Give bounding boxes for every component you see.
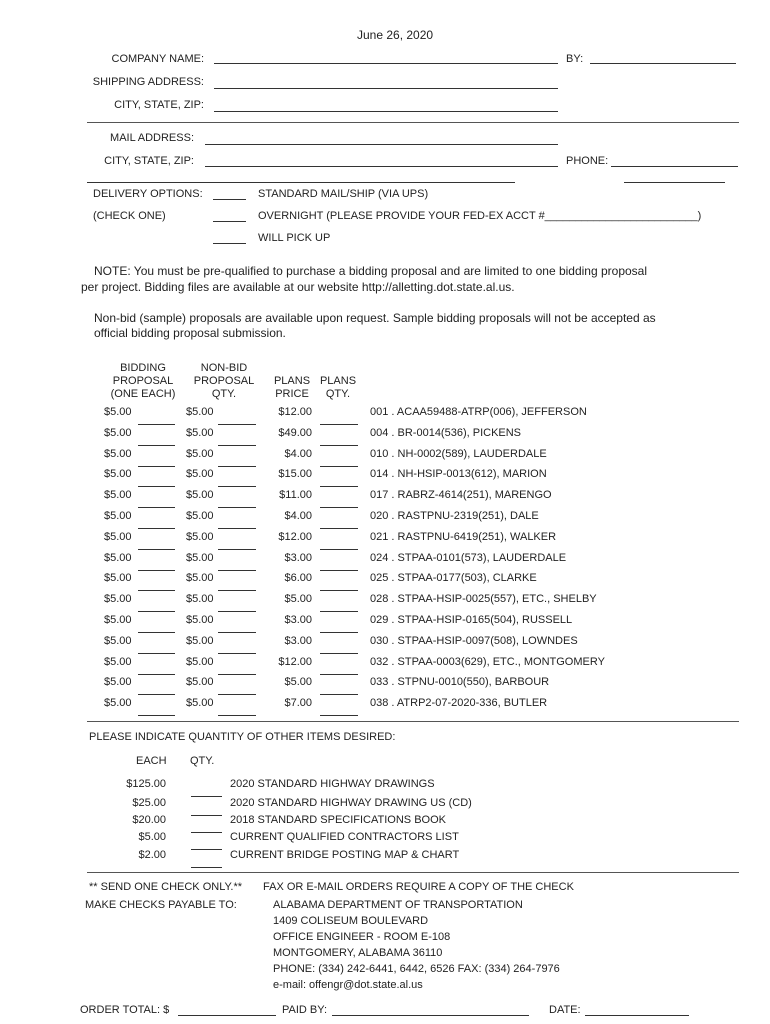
payee-address-line: PHONE: (334) 242-6441, 6442, 6526 FAX: (334) 264-7976 xyxy=(273,963,560,975)
bid-price: $5.00 xyxy=(104,530,132,543)
table-row xyxy=(0,406,770,426)
other-item-price: $25.00 xyxy=(132,797,166,809)
nonbid-price: $5.00 xyxy=(186,655,214,668)
bid-price: $5.00 xyxy=(104,426,132,439)
nonbid-qty-field[interactable] xyxy=(218,415,256,425)
bid-qty-field[interactable] xyxy=(138,436,175,446)
bid-price: $5.00 xyxy=(104,676,132,689)
nonbid-qty-field[interactable] xyxy=(218,477,256,487)
other-item-row xyxy=(0,831,770,848)
other-item-price: $2.00 xyxy=(138,849,166,861)
plans-price-header: PLANS PRICE xyxy=(273,375,311,400)
payee-address xyxy=(273,899,560,995)
other-items-title: PLEASE INDICATE QUANTITY OF OTHER ITEMS DESIRED: xyxy=(89,731,396,743)
table-row xyxy=(0,489,770,509)
table-row xyxy=(0,697,770,717)
plans-qty-field[interactable] xyxy=(320,540,358,550)
bid-price: $5.00 xyxy=(104,634,132,647)
other-item-name: 2020 STANDARD HIGHWAY DRAWING US (CD) xyxy=(230,797,472,809)
nonbid-price: $5.00 xyxy=(186,510,214,522)
shipping-address-field[interactable] xyxy=(214,88,558,89)
bid-price: $5.00 xyxy=(104,489,132,502)
nonbid-qty-field[interactable] xyxy=(218,665,256,675)
nonbid-qty-field[interactable] xyxy=(218,644,256,654)
note-line-2: per project. Bidding files are available at our website http://alletting.dot.state.al.us. xyxy=(81,280,515,294)
other-item-name: CURRENT BRIDGE POSTING MAP & CHART xyxy=(230,849,460,861)
plans-price: $49.00 xyxy=(278,426,312,439)
project-name: 038 . ATRP2-07-2020-336, BUTLER xyxy=(370,697,548,710)
other-item-qty-field[interactable] xyxy=(191,787,222,797)
order-total-label: ORDER TOTAL: $ xyxy=(80,1004,170,1016)
plans-qty-field[interactable] xyxy=(320,706,358,716)
project-name: 032 . STPAA-0003(629), ETC., MONTGOMERY xyxy=(370,655,605,668)
nonbid-price: $5.00 xyxy=(186,614,214,626)
project-name: 010 . NH-0002(589), LAUDERDALE xyxy=(370,447,547,460)
nonbid-price: $5.00 xyxy=(186,426,214,439)
bid-price: $5.00 xyxy=(104,406,132,418)
table-row xyxy=(0,614,770,634)
bid-price: $5.00 xyxy=(104,655,132,668)
by-field[interactable] xyxy=(590,63,736,64)
delivery-option-checkbox[interactable] xyxy=(213,199,246,200)
plans-qty-field[interactable] xyxy=(320,436,358,446)
make-checks-payable-label: MAKE CHECKS PAYABLE TO: xyxy=(85,899,237,911)
nonbid-qty-field[interactable] xyxy=(218,623,256,633)
bid-qty-field[interactable] xyxy=(138,540,175,550)
table-row xyxy=(0,593,770,613)
payee-address-line: e-mail: offengr@dot.state.al.us xyxy=(273,979,423,991)
bidding-proposal-header: BIDDING PROPOSAL (ONE EACH) xyxy=(110,362,176,400)
table-row xyxy=(0,510,770,530)
table-row xyxy=(0,676,770,696)
plans-qty-field[interactable] xyxy=(320,477,358,487)
nonbid-qty-field[interactable] xyxy=(218,561,256,571)
payee-address-line: MONTGOMERY, ALABAMA 36110 xyxy=(273,947,443,959)
table-row xyxy=(0,468,770,488)
plans-price: $11.00 xyxy=(279,489,312,502)
bid-qty-field[interactable] xyxy=(138,477,175,487)
delivery-options-label: DELIVERY OPTIONS: xyxy=(93,188,203,200)
company-name-label: COMPANY NAME: xyxy=(111,53,204,65)
plans-price: $12.00 xyxy=(278,530,312,543)
nonbid-price: $5.00 xyxy=(186,676,214,689)
plans-qty-field[interactable] xyxy=(320,685,358,695)
other-item-name: 2020 STANDARD HIGHWAY DRAWINGS xyxy=(230,778,435,790)
nonbid-proposal-header: NON-BID PROPOSAL QTY. xyxy=(193,362,255,400)
project-name: 030 . STPAA-HSIP-0097(508), LOWNDES xyxy=(370,634,578,647)
nonbid-price: $5.00 xyxy=(186,468,214,481)
mail-address-label: MAIL ADDRESS: xyxy=(110,132,194,144)
each-label: EACH xyxy=(136,755,167,767)
payee-address-line: 1409 COLISEUM BOULEVARD xyxy=(273,915,429,927)
nonbid-qty-field[interactable] xyxy=(218,436,256,446)
city-state-zip-label: CITY, STATE, ZIP: xyxy=(114,99,204,111)
plans-qty-field[interactable] xyxy=(320,561,358,571)
bid-qty-field[interactable] xyxy=(138,623,175,633)
table-row xyxy=(0,552,770,572)
project-name: 025 . STPAA-0177(503), CLARKE xyxy=(370,572,537,585)
bid-price: $5.00 xyxy=(104,551,132,564)
bid-qty-field[interactable] xyxy=(138,644,175,654)
section-divider xyxy=(87,122,739,123)
plans-price: $7.00 xyxy=(284,697,312,710)
plans-price: $3.00 xyxy=(284,614,312,626)
table-row xyxy=(0,656,770,676)
section-divider xyxy=(624,182,725,183)
plans-qty-field[interactable] xyxy=(320,519,358,529)
phone-field[interactable] xyxy=(611,166,738,167)
project-name: 017 . RABRZ-4614(251), MARENGO xyxy=(370,489,552,502)
nonbid-price: $5.00 xyxy=(186,697,214,710)
delivery-option-checkbox[interactable] xyxy=(213,221,246,222)
section-divider xyxy=(87,721,739,722)
bid-qty-field[interactable] xyxy=(138,519,175,529)
company-name-field[interactable] xyxy=(214,63,558,64)
plans-price: $15.00 xyxy=(278,468,312,481)
plans-qty-field[interactable] xyxy=(320,498,358,508)
nonbid-price: $5.00 xyxy=(186,447,214,460)
bid-price: $5.00 xyxy=(104,614,132,626)
plans-qty-field[interactable] xyxy=(320,415,358,425)
section-divider xyxy=(87,872,739,873)
bid-price: $5.00 xyxy=(104,510,132,522)
nonbid-price: $5.00 xyxy=(186,530,214,543)
plans-qty-field[interactable] xyxy=(320,623,358,633)
nonbid-qty-field[interactable] xyxy=(218,498,256,508)
city-state-zip-field-2[interactable] xyxy=(205,166,558,167)
bid-qty-field[interactable] xyxy=(138,665,175,675)
nonbid-price: $5.00 xyxy=(186,489,214,502)
bid-price: $5.00 xyxy=(104,468,132,481)
bid-qty-field[interactable] xyxy=(138,498,175,508)
bid-price: $5.00 xyxy=(104,447,132,460)
project-name: 020 . RASTPNU-2319(251), DALE xyxy=(370,510,539,522)
table-row xyxy=(0,427,770,447)
nonbid-qty-field[interactable] xyxy=(218,685,256,695)
send-one-check: ** SEND ONE CHECK ONLY.** xyxy=(89,881,243,893)
nonbid-price: $5.00 xyxy=(186,406,214,418)
project-name: 024 . STPAA-0101(573), LAUDERDALE xyxy=(370,551,567,564)
plans-qty-field[interactable] xyxy=(320,665,358,675)
city-state-zip-field[interactable] xyxy=(214,111,558,112)
delivery-option-standard: STANDARD MAIL/SHIP (VIA UPS) xyxy=(258,188,429,200)
project-name: 028 . STPAA-HSIP-0025(557), ETC., SHELBY xyxy=(370,593,597,606)
bid-qty-field[interactable] xyxy=(138,415,175,425)
other-item-row xyxy=(0,778,770,795)
project-name: 014 . NH-HSIP-0013(612), MARION xyxy=(370,468,547,481)
bid-price: $5.00 xyxy=(104,593,132,606)
other-item-price: $5.00 xyxy=(138,831,166,843)
bid-qty-field[interactable] xyxy=(138,602,175,612)
nonbid-price: $5.00 xyxy=(186,572,214,585)
fax-note: FAX OR E-MAIL ORDERS REQUIRE A COPY OF THE CHECK xyxy=(263,881,574,893)
bid-qty-field[interactable] xyxy=(138,685,175,695)
shipping-address-label: SHIPPING ADDRESS: xyxy=(92,76,204,88)
plans-qty-field[interactable] xyxy=(320,581,358,591)
document-date: June 26, 2020 xyxy=(357,28,434,42)
other-item-qty-field[interactable] xyxy=(191,858,222,868)
project-name: 021 . RASTPNU-6419(251), WALKER xyxy=(370,530,557,543)
project-name: 004 . BR-0014(536), PICKENS xyxy=(370,426,522,439)
qty-label: QTY. xyxy=(190,755,215,767)
nonbid-price: $5.00 xyxy=(186,634,214,647)
table-row xyxy=(0,572,770,592)
plans-price: $12.00 xyxy=(278,406,312,418)
paid-by-label: PAID BY: xyxy=(282,1004,328,1016)
mail-address-field[interactable] xyxy=(205,144,558,145)
check-one-label: (CHECK ONE) xyxy=(93,210,166,222)
city-state-zip-label-2: CITY, STATE, ZIP: xyxy=(104,155,194,167)
nonbid-qty-field[interactable] xyxy=(218,540,256,550)
plans-qty-field[interactable] xyxy=(320,644,358,654)
nonbid-line-1: Non-bid (sample) proposals are available upon request. Sample bidding proposals will not be accepted as xyxy=(94,311,656,325)
plans-qty-field[interactable] xyxy=(320,602,358,612)
other-item-name: CURRENT QUALIFIED CONTRACTORS LIST xyxy=(230,831,459,843)
plans-price: $5.00 xyxy=(284,593,312,606)
section-divider xyxy=(87,182,515,183)
order-total-field[interactable] xyxy=(178,1015,276,1016)
other-item-price: $125.00 xyxy=(126,778,166,790)
plans-qty-header: PLANS QTY. xyxy=(319,375,357,400)
nonbid-qty-field[interactable] xyxy=(218,457,256,467)
delivery-option-pickup: WILL PICK UP xyxy=(258,232,331,244)
by-label: BY: xyxy=(566,53,584,65)
nonbid-qty-field[interactable] xyxy=(218,706,256,716)
project-name: 029 . STPAA-HSIP-0165(504), RUSSELL xyxy=(370,614,573,626)
delivery-option-checkbox[interactable] xyxy=(213,243,246,244)
bid-qty-field[interactable] xyxy=(138,457,175,467)
other-item-row xyxy=(0,797,770,814)
plans-price: $4.00 xyxy=(284,447,312,460)
plans-price: $3.00 xyxy=(284,634,312,647)
nonbid-qty-field[interactable] xyxy=(218,581,256,591)
date-label: DATE: xyxy=(549,1004,581,1016)
payee-address-line: OFFICE ENGINEER - ROOM E-108 xyxy=(273,931,451,943)
nonbid-line-2: official bidding proposal submission. xyxy=(94,326,286,340)
bid-price: $5.00 xyxy=(104,572,132,585)
plans-price: $3.00 xyxy=(284,551,312,564)
other-item-row xyxy=(0,849,770,866)
paid-by-field[interactable] xyxy=(332,1015,529,1016)
other-item-price: $20.00 xyxy=(132,814,166,826)
table-row xyxy=(0,448,770,468)
payee-address-line: ALABAMA DEPARTMENT OF TRANSPORTATION xyxy=(273,899,523,911)
plans-qty-field[interactable] xyxy=(320,457,358,467)
project-name: 033 . STPNU-0010(550), BARBOUR xyxy=(370,676,550,689)
plans-price: $12.00 xyxy=(278,655,312,668)
phone-label: PHONE: xyxy=(566,155,609,167)
bid-qty-field[interactable] xyxy=(138,706,175,716)
plans-price: $6.00 xyxy=(284,572,312,585)
nonbid-price: $5.00 xyxy=(186,551,214,564)
bid-price: $5.00 xyxy=(104,697,132,710)
nonbid-qty-field[interactable] xyxy=(218,519,256,529)
nonbid-qty-field[interactable] xyxy=(218,602,256,612)
plans-price: $5.00 xyxy=(284,676,312,689)
nonbid-price: $5.00 xyxy=(186,593,214,606)
project-name: 001 . ACAA59488-ATRP(006), JEFFERSON xyxy=(370,406,587,418)
plans-price: $4.00 xyxy=(284,510,312,522)
other-item-name: 2018 STANDARD SPECIFICATIONS BOOK xyxy=(230,814,446,826)
other-item-row xyxy=(0,814,770,831)
delivery-option-overnight: OVERNIGHT (PLEASE PROVIDE YOUR FED-EX ACCT #_________________________) xyxy=(258,210,702,222)
note-line-1: NOTE: You must be pre-qualified to purchase a bidding proposal and are limited to one bidding proposal xyxy=(94,264,648,278)
bid-qty-field[interactable] xyxy=(138,581,175,591)
table-row xyxy=(0,531,770,551)
table-row xyxy=(0,635,770,655)
date-field[interactable] xyxy=(585,1015,689,1016)
bid-qty-field[interactable] xyxy=(138,561,175,571)
